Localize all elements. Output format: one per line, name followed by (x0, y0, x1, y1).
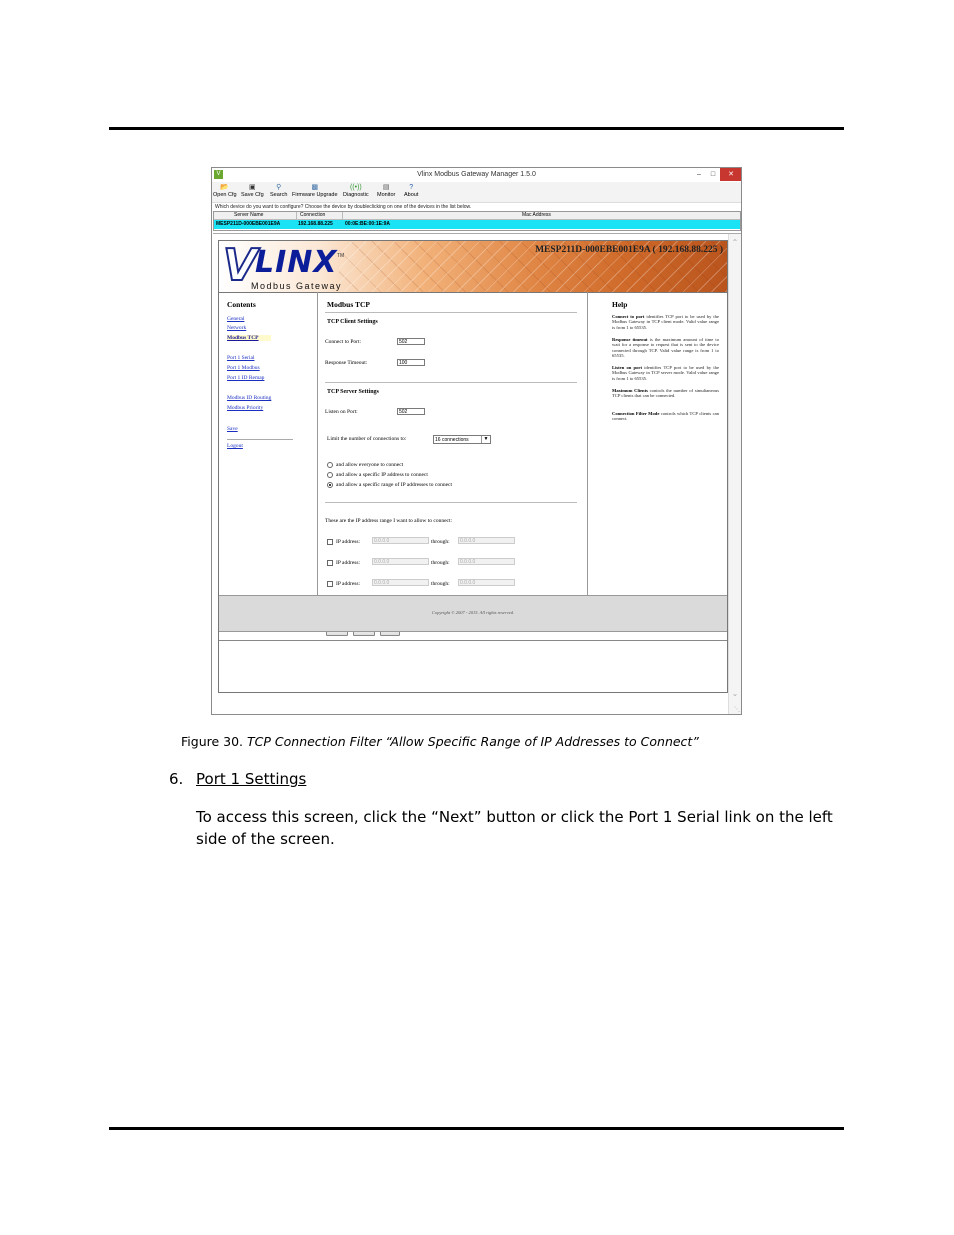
allow-ip-range-radio[interactable] (327, 482, 333, 488)
monitor-icon: ▤ (382, 184, 390, 191)
help-term: Listen on port (612, 365, 642, 370)
maximize-button[interactable]: □ (710, 171, 716, 178)
figure-caption (181, 734, 699, 749)
about-label: About (404, 192, 419, 198)
divider (325, 382, 577, 383)
device-table (213, 211, 741, 231)
nav-port1-serial[interactable]: Port 1 Serial (227, 355, 255, 361)
signal-icon: ((•)) (349, 184, 362, 191)
firmware-upgrade-label: Firmware Upgrade (292, 192, 338, 198)
server-name-cell: MESP211D-000EBE001E9A (216, 221, 281, 227)
response-timeout-label: Response Timeout: (325, 360, 368, 366)
about-button[interactable] (404, 184, 418, 198)
range-intro: These are the IP address range I want to allow to connect: (325, 518, 453, 524)
connect-port-label: Connect to Port: (325, 339, 362, 345)
diagnostic-label: Diagnostic (343, 192, 369, 198)
mac-address-cell: 00:0E:BE:00:1E:9A (345, 221, 391, 227)
device-prompt: Which device do you want to configure? Choose the device by doubleclicking on one of the devices in the list below. (215, 204, 472, 210)
ip-address-label: IP address: (336, 581, 361, 587)
through-label: through: (431, 560, 450, 566)
ip-address-label: IP address: (336, 539, 361, 545)
column-divider (296, 212, 297, 219)
ip-range-3-start[interactable]: 0.0.0.0 (372, 579, 429, 586)
nav-save[interactable]: Save (227, 426, 238, 432)
device-title: MESP211D-000EBE001E9A ( 192.168.88.225 ) (535, 245, 723, 255)
limit-connections-label: Limit the number of connections to: (327, 436, 407, 442)
search-label: Search (270, 192, 288, 198)
help-response-timeout (612, 337, 719, 358)
web-config-pane (213, 233, 741, 714)
connect-port-input[interactable]: 502 (397, 338, 425, 345)
config-page (218, 240, 728, 693)
divider (325, 312, 577, 313)
nav-modbus-tcp[interactable]: Modbus TCP (227, 335, 271, 341)
max-connections-select[interactable] (433, 435, 491, 444)
tcp-client-title: TCP Client Settings (327, 319, 378, 325)
help-text: controls the number of simultaneous TCP clients that can be connected. (612, 388, 720, 399)
body-paragraph: To access this screen, click the “Next” button or click the Port 1 Serial link on the left side of the screen. (196, 808, 833, 848)
listen-port-label: Listen on Port: (325, 409, 358, 415)
nav-logout[interactable]: Logout (227, 443, 243, 449)
nav-modbus-id-routing[interactable]: Modbus ID Routing (227, 395, 272, 401)
connection-cell: 192.168.88.225 (298, 221, 333, 227)
copyright: Copyright © 2007 - 2015. All rights reserved. (431, 610, 515, 615)
open-cfg-label: Open Cfg (213, 192, 237, 198)
ip-range-1-checkbox[interactable] (327, 539, 333, 545)
search-button[interactable] (270, 184, 287, 198)
open-folder-icon: 📂 (220, 184, 230, 191)
open-cfg-button[interactable] (213, 184, 237, 198)
vlinx-banner (219, 241, 727, 293)
chevron-down-icon[interactable]: ⌄ (731, 689, 739, 698)
through-label: through: (431, 581, 450, 587)
window-title: Vlinx Modbus Gateway Manager 1.5.0 (417, 171, 536, 178)
ip-range-2-end[interactable]: 0.0.0.0 (458, 558, 515, 565)
nav-port1-id-remap[interactable]: Port 1 ID Remap (227, 375, 265, 381)
allow-specific-ip-label: and allow a specific IP address to connect (336, 472, 428, 478)
response-timeout-input[interactable]: 100 (397, 359, 425, 366)
column-header[interactable]: Connection (300, 212, 326, 218)
chevron-up-icon[interactable]: ⌃ (731, 238, 739, 247)
vlinx-logo-v: V (223, 241, 258, 291)
allow-ip-range-label: and allow a specific range of IP addresses to connect (336, 482, 453, 488)
minimize-button[interactable]: – (697, 171, 701, 178)
question-icon: ? (409, 184, 414, 191)
ip-range-1-end[interactable]: 0.0.0.0 (458, 537, 515, 544)
help-term: Connect to port (612, 314, 645, 319)
help-listen-port (612, 365, 719, 381)
step-heading: Port 1 Settings (196, 770, 307, 788)
chip-icon: ▩ (311, 184, 319, 191)
ip-range-3-end[interactable]: 0.0.0.0 (458, 579, 515, 586)
section-title: Modbus TCP (327, 300, 371, 309)
logo-subtitle: Modbus Gateway (251, 281, 343, 291)
monitor-button[interactable] (377, 184, 395, 198)
nav-modbus-priority[interactable]: Modbus Priority (227, 405, 264, 411)
modbus-tcp-form (317, 292, 587, 595)
divider (325, 502, 577, 503)
help-term: Connection Filter Mode (612, 411, 660, 416)
help-text: identifies TCP port to be used by the Modbus Gateway in TCP client mode. Valid value range is from 1 to 65535. (612, 314, 719, 330)
title-bar (212, 168, 741, 182)
chevron-down-icon: ▼ (481, 436, 490, 443)
save-cfg-label: Save Cfg (241, 192, 264, 198)
diagnostic-button[interactable] (343, 184, 369, 198)
vlinx-logo-text: LINX (255, 245, 338, 280)
column-header[interactable]: Server Name (234, 212, 264, 218)
ip-address-label: IP address: (336, 560, 361, 566)
nav-network[interactable]: Network (227, 325, 247, 331)
floppy-disk-icon: ▣ (249, 184, 256, 191)
trademark-mark: TM (337, 253, 345, 259)
save-cfg-button[interactable] (241, 184, 264, 198)
allow-everyone-radio[interactable] (327, 462, 333, 468)
column-divider (342, 212, 343, 219)
header-rule (109, 127, 844, 130)
help-term: Maximum Clients (612, 388, 648, 393)
footer-rule (109, 1127, 844, 1130)
through-label: through: (431, 539, 450, 545)
step-number: 6. (169, 770, 184, 788)
help-filter-mode (612, 411, 719, 422)
ip-range-1-start[interactable]: 0.0.0.0 (372, 537, 429, 544)
ip-range-2-start[interactable]: 0.0.0.0 (372, 558, 429, 565)
help-text: identifies TCP port to be used by the Modbus Gateway in TCP server mode. Valid value range is from 1 to 65535. (612, 365, 719, 381)
caption-number: Figure 30. (181, 734, 244, 749)
toolbar (212, 182, 741, 203)
caption-text: TCP Connection Filter “Allow Specific Range of IP Addresses to Connect” (247, 734, 699, 749)
monitor-label: Monitor (377, 192, 396, 198)
allow-specific-ip-radio[interactable] (327, 472, 333, 478)
magnifier-icon: ⚲ (276, 184, 282, 191)
help-max-clients (612, 388, 719, 399)
help-term: Response timeout (612, 337, 648, 342)
nav-general[interactable]: General (227, 316, 245, 322)
contents-nav (219, 292, 318, 595)
page-footer (219, 595, 727, 632)
ip-range-3-checkbox[interactable] (327, 581, 333, 587)
help-title: Help (612, 300, 628, 309)
help-text: is the maximum amount of time to wait for a response to request that is sent to the device connected through TCP. Valid value range is from 1 to 65535. (612, 337, 719, 358)
firmware-upgrade-button[interactable] (292, 184, 338, 198)
help-connect-port (612, 314, 719, 330)
app-screenshot (211, 167, 742, 715)
allow-everyone-label: and allow everyone to connect (336, 462, 404, 468)
app-logo-icon: V (214, 170, 223, 179)
close-button[interactable]: ✕ (720, 168, 742, 181)
nav-port1-modbus[interactable]: Port 1 Modbus (227, 365, 260, 371)
vertical-scrollbar[interactable] (728, 234, 741, 714)
device-row[interactable] (214, 220, 740, 229)
max-connections-value: 16 connections (435, 437, 469, 443)
nav-title: Contents (227, 300, 256, 309)
help-panel (587, 292, 728, 595)
device-table-header (214, 212, 740, 220)
tcp-server-title: TCP Server Settings (327, 389, 379, 395)
help-text: controls which TCP clients can connect. (612, 411, 719, 422)
nav-divider (227, 439, 293, 440)
listen-port-input[interactable]: 502 (397, 408, 425, 415)
divider (219, 640, 727, 641)
column-header[interactable]: Mac Address (522, 212, 551, 218)
ip-range-2-checkbox[interactable] (327, 560, 333, 566)
resize-grip-icon[interactable]: ⋱ (734, 707, 740, 713)
